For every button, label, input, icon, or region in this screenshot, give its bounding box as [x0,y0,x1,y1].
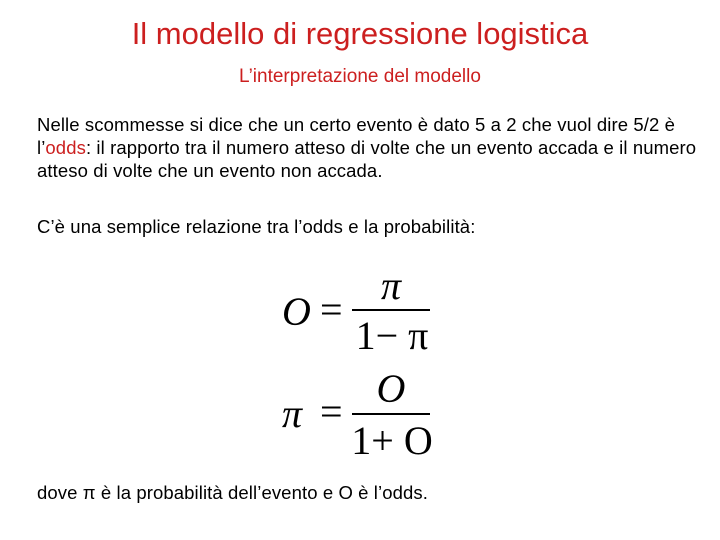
formula-odds-denominator-text: 1− π [355,313,429,358]
paragraph-odds-definition [37,113,697,182]
formula-odds-equals: = [320,287,343,332]
paragraph-legend: dove π è la probabilità dell’evento e O è l’odds. [37,482,428,503]
odds-highlight: odds [45,137,86,158]
formula-probability-equals: = [320,389,343,434]
paragraph-text-before: Nelle scommesse si dice che un certo evento è dato 5 a 2 che vuol dire 5/2 è l’ [37,114,675,158]
formula-probability-numerator: O [376,366,406,411]
formula-odds-numerator: π [380,263,402,308]
formula-odds-fraction-bar [352,309,430,311]
paragraph-relation: C’è una semplice relazione tra l’odds e la probabilità: [37,216,476,237]
slide-subtitle: L’interpretazione del modello [239,66,481,87]
formula-probability-lhs: π [282,391,303,436]
formula-probability-fraction-bar [352,413,430,415]
formula-odds [272,263,452,358]
formula-odds-denominator [350,312,434,359]
slide-title: Il modello di regressione logistica [131,16,589,51]
formula-probability-denominator: 1+ O [351,418,433,463]
formula-probability [272,367,452,462]
paragraph-text-after: : il rapporto tra il numero atteso di volte che un evento accada e il numero atteso di volte che un evento non accada. [37,137,697,181]
formula-odds-lhs: O [282,289,311,334]
